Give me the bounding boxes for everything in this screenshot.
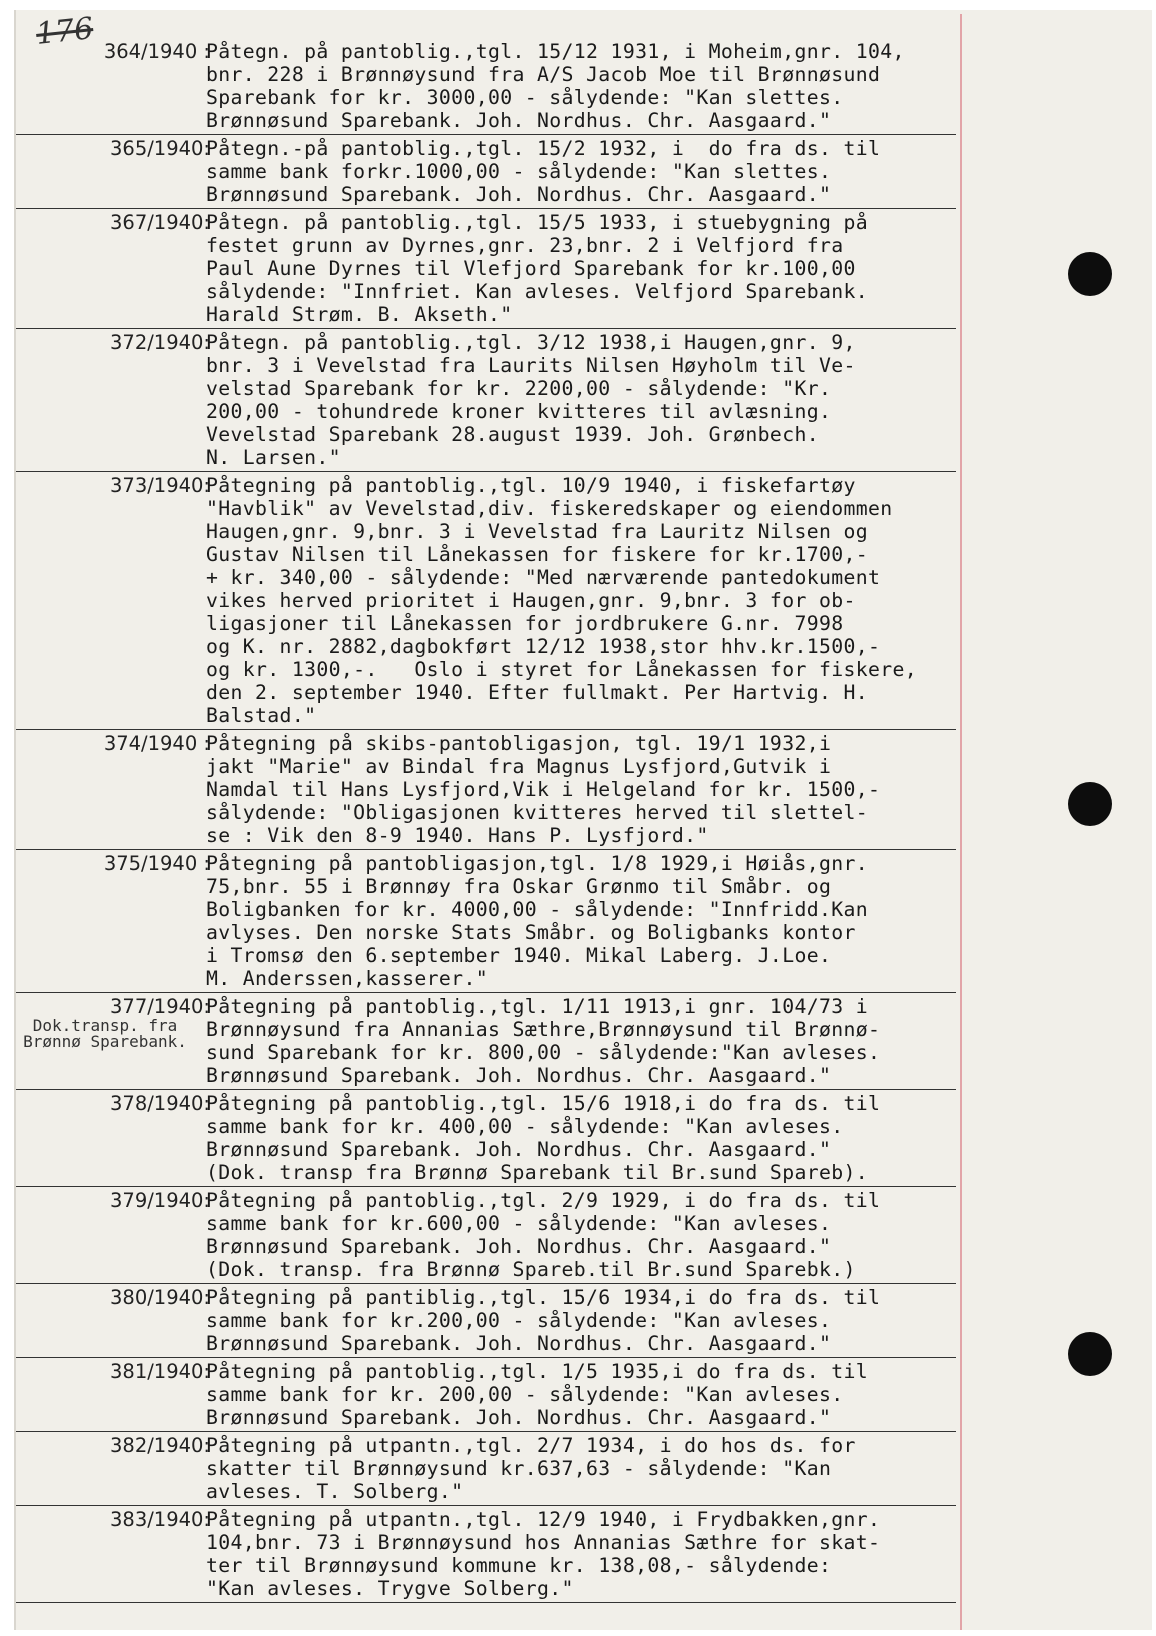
- entry-line: vikes herved prioritet i Haugen,gnr. 9,bnr. 3 for ob-: [206, 589, 856, 612]
- entry-number: 382/1940:: [110, 1434, 210, 1457]
- entry-number: 372/1940:: [110, 331, 210, 354]
- ledger-entry: [16, 211, 956, 329]
- entry-number: 373/1940:: [110, 474, 210, 497]
- entry-line: Boligbanken for kr. 4000,00 - sålydende: "Innfridd.Kan: [206, 898, 869, 921]
- entry-list: [16, 40, 1152, 1605]
- ledger-entry: [16, 331, 956, 472]
- entry-number: 378/1940:: [110, 1092, 210, 1115]
- entry-line: ligasjoner til Lånekassen for jordbrukere G.nr. 7998: [206, 612, 844, 635]
- entry-line: (Dok. transp. fra Brønnø Spareb.til Br.sund Sparebk.): [206, 1258, 856, 1281]
- entry-line: jakt "Marie" av Bindal fra Magnus Lysfjord,Gutvik i: [206, 755, 832, 778]
- entry-line: samme bank for kr.200,00 - sålydende: "Kan avleses.: [206, 1309, 832, 1332]
- entry-line: Harald Strøm. B. Akseth.": [206, 303, 513, 326]
- entry-line: sålydende: "Obligasjonen kvitteres herved til slettel-: [206, 801, 869, 824]
- entry-line: i Tromsø den 6.september 1940. Mikal Laberg. J.Loe.: [206, 944, 832, 967]
- entry-number: 365/1940:: [110, 137, 210, 160]
- entry-heading-line: Påtegning på pantoblig.,tgl. 1/5 1935,i do fra ds. til: [206, 1360, 869, 1383]
- entry-line: N. Larsen.": [206, 446, 341, 469]
- entry-number: 375/1940 :: [103, 852, 210, 875]
- ledger-entry: [16, 1189, 956, 1284]
- entry-line: Brønnøsund Sparebank. Joh. Nordhus. Chr. Aasgaard.": [206, 1235, 832, 1258]
- entry-number: 380/1940:: [110, 1286, 210, 1309]
- ledger-entry: [16, 732, 956, 850]
- ledger-entry: [16, 137, 956, 209]
- entry-text: [206, 211, 956, 326]
- entry-heading-line: Påtegning på utpantn.,tgl. 2/7 1934, i do hos ds. for: [206, 1434, 856, 1457]
- entry-number: 383/1940:: [110, 1508, 210, 1531]
- entry-line: festet grunn av Dyrnes,gnr. 23,bnr. 2 i Velfjord fra: [206, 234, 844, 257]
- entry-line: avlyses. Den norske Stats Småbr. og Boligbanks kontor: [206, 921, 856, 944]
- entry-line: og kr. 1300,-. Oslo i styret for Lånekassen for fiskere,: [206, 658, 918, 681]
- entry-line: Paul Aune Dyrnes til Vlefjord Sparebank for kr.100,00: [206, 257, 856, 280]
- entry-line: 104,bnr. 73 i Brønnøysund hos Annanias Sæthre for skat-: [206, 1531, 881, 1554]
- entry-heading-line: Påtegn. på pantoblig.,tgl. 3/12 1938,i Haugen,gnr. 9,: [206, 331, 856, 354]
- entry-line: ter til Brønnøysund kommune kr. 138,08,- sålydende:: [206, 1554, 832, 1577]
- ledger-entry: [16, 852, 956, 993]
- entry-text: [206, 40, 956, 132]
- entry-line: Brønnøsund Sparebank. Joh. Nordhus. Chr. Aasgaard.": [206, 1138, 832, 1161]
- entry-number: 374/1940 :: [103, 732, 210, 755]
- ledger-entry: [16, 1286, 956, 1358]
- entry-line: bnr. 3 i Vevelstad fra Laurits Nilsen Høyholm til Ve-: [206, 354, 856, 377]
- entry-text: [206, 474, 956, 727]
- entry-line: Haugen,gnr. 9,bnr. 3 i Vevelstad fra Lauritz Nilsen og: [206, 520, 869, 543]
- entry-line: den 2. september 1940. Efter fullmakt. Per Hartvig. H.: [206, 681, 869, 704]
- entry-line: "Havblik" av Vevelstad,div. fiskeredskaper og eiendommen: [206, 497, 893, 520]
- entry-heading-line: Påtegning på pantoblig.,tgl. 10/9 1940, i fiskefartøy: [206, 474, 856, 497]
- entry-text: [206, 1508, 956, 1600]
- entry-text: [206, 137, 956, 206]
- entry-heading-line: Påtegning på pantoblig.,tgl. 15/6 1918,i do fra ds. til: [206, 1092, 881, 1115]
- entry-line: "Kan avleses. Trygve Solberg.": [206, 1577, 574, 1600]
- entry-line: Sparebank for kr. 3000,00 - sålydende: "Kan slettes.: [206, 86, 844, 109]
- margin-note: Dok.transp. fra Brønnø Sparebank.: [23, 1016, 187, 1051]
- entry-line: Brønnøysund fra Annanias Sæthre,Brønnøysund til Brønnø-: [206, 1018, 881, 1041]
- entry-text: [206, 1286, 956, 1355]
- entry-line: 200,00 - tohundrede kroner kvitteres til avlæsning.: [206, 400, 832, 423]
- ledger-entry: [16, 1434, 956, 1506]
- entry-line: Vevelstad Sparebank 28.august 1939. Joh. Grønbech.: [206, 423, 819, 446]
- entry-line: samme bank forkr.1000,00 - sålydende: "Kan slettes.: [206, 160, 832, 183]
- entry-line: samme bank for kr. 400,00 - sålydende: "Kan avleses.: [206, 1115, 844, 1138]
- entry-line: avleses. T. Solberg.": [206, 1480, 464, 1503]
- entry-line: Balstad.": [206, 704, 317, 727]
- entry-heading-line: Påtegn. på pantoblig.,tgl. 15/12 1931, i Moheim,gnr. 104,: [206, 40, 905, 63]
- entry-line: Brønnøsund Sparebank. Joh. Nordhus. Chr. Aasgaard.": [206, 109, 832, 132]
- entry-text: [206, 331, 956, 469]
- entry-number: 381/1940:: [110, 1360, 210, 1383]
- entry-text: [206, 995, 956, 1087]
- entry-number: 377/1940:: [110, 995, 210, 1018]
- entry-number: 364/1940 :: [103, 40, 210, 63]
- entry-number: 367/1940:: [110, 211, 210, 234]
- ledger-entry: [16, 474, 956, 730]
- ledger-entry: [16, 40, 956, 135]
- entry-line: samme bank for kr.600,00 - sålydende: "Kan avleses.: [206, 1212, 832, 1235]
- ledger-entry: [16, 1508, 956, 1603]
- entry-heading-line: Påtegn.-på pantoblig.,tgl. 15/2 1932, i do fra ds. til: [206, 137, 881, 160]
- ledger-entry: [16, 1360, 956, 1432]
- ledger-entry: [16, 995, 956, 1090]
- entry-text: [206, 1360, 956, 1429]
- entry-heading-line: Påtegning på pantoblig.,tgl. 2/9 1929, i do fra ds. til: [206, 1189, 881, 1212]
- entry-text: [206, 1092, 956, 1184]
- entry-text: [206, 1189, 956, 1281]
- entry-heading-line: Påtegning på skibs-pantobligasjon, tgl. 19/1 1932,i: [206, 732, 832, 755]
- ledger-page: [14, 10, 1152, 1630]
- entry-line: bnr. 228 i Brønnøysund fra A/S Jacob Moe til Brønnøsund: [206, 63, 881, 86]
- entry-text: [206, 1434, 956, 1503]
- entry-line: M. Anderssen,kasserer.": [206, 967, 488, 990]
- entry-line: 75,bnr. 55 i Brønnøy fra Oskar Grønmo til Småbr. og: [206, 875, 832, 898]
- entry-number: 379/1940:: [110, 1189, 210, 1212]
- entry-heading-line: Påtegning på pantoblig.,tgl. 1/11 1913,i gnr. 104/73 i: [206, 995, 869, 1018]
- entry-heading-line: Påtegning på pantobligasjon,tgl. 1/8 1929,i Høiås,gnr.: [206, 852, 869, 875]
- entry-text: [206, 852, 956, 990]
- entry-line: samme bank for kr. 200,00 - sålydende: "Kan avleses.: [206, 1383, 844, 1406]
- entry-line: sålydende: "Innfriet. Kan avleses. Velfjord Sparebank.: [206, 280, 869, 303]
- entry-line: sund Sparebank for kr. 800,00 - sålydende:"Kan avleses.: [206, 1041, 881, 1064]
- entry-line: Brønnøsund Sparebank. Joh. Nordhus. Chr. Aasgaard.": [206, 1406, 832, 1429]
- entry-heading-line: Påtegning på pantiblig.,tgl. 15/6 1934,i do fra ds. til: [206, 1286, 881, 1309]
- entry-line: se : Vik den 8-9 1940. Hans P. Lysfjord.": [206, 824, 709, 847]
- entry-heading-line: Påtegn. på pantoblig.,tgl. 15/5 1933, i stuebygning på: [206, 211, 869, 234]
- entry-line: Gustav Nilsen til Lånekassen for fiskere for kr.1700,-: [206, 543, 869, 566]
- entry-line: Brønnøsund Sparebank. Joh. Nordhus. Chr. Aasgaard.": [206, 1064, 832, 1087]
- entry-line: Brønnøsund Sparebank. Joh. Nordhus. Chr. Aasgaard.": [206, 1332, 832, 1355]
- entry-line: (Dok. transp fra Brønnø Sparebank til Br.sund Spareb).: [206, 1161, 869, 1184]
- entry-text: [206, 732, 956, 847]
- entry-line: velstad Sparebank for kr. 2200,00 - sålydende: "Kr.: [206, 377, 832, 400]
- entry-line: og K. nr. 2882,dagbokført 12/12 1938,stor hhv.kr.1500,-: [206, 635, 881, 658]
- entry-line: Namdal til Hans Lysfjord,Vik i Helgeland for kr. 1500,-: [206, 778, 881, 801]
- entry-line: skatter til Brønnøysund kr.637,63 - sålydende: "Kan: [206, 1457, 832, 1480]
- entry-heading-line: Påtegning på utpantn.,tgl. 12/9 1940, i Frydbakken,gnr.: [206, 1508, 881, 1531]
- entry-line: Brønnøsund Sparebank. Joh. Nordhus. Chr. Aasgaard.": [206, 183, 832, 206]
- ledger-entry: [16, 1092, 956, 1187]
- entry-line: + kr. 340,00 - sålydende: "Med nærværende pantedokument: [206, 566, 881, 589]
- page-number: 176: [34, 11, 95, 52]
